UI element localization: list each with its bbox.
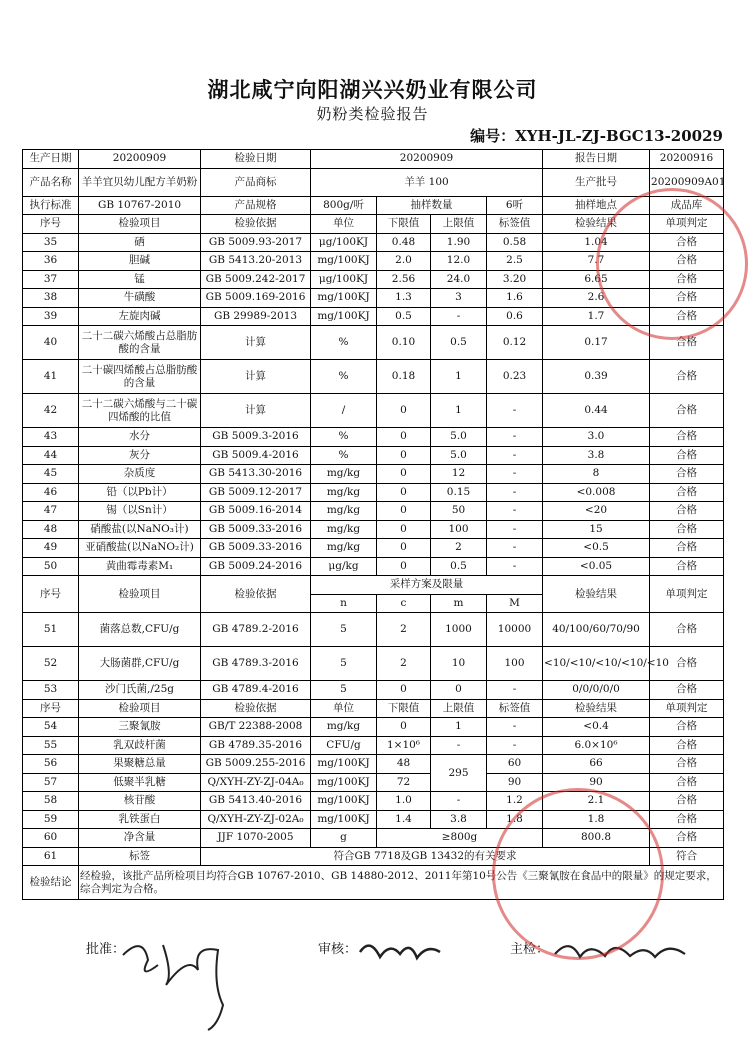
table-cell: <0.5 (543, 539, 650, 558)
table-cell: mg/kg (311, 502, 377, 521)
table-cell: 乳双歧杆菌 (79, 736, 201, 755)
table-cell: 合格 (650, 829, 724, 848)
table-cell: 0 (377, 446, 431, 465)
table-row (23, 446, 724, 465)
table-cell: <0.05 (543, 557, 650, 576)
table-cell: 41 (23, 360, 79, 394)
table-cell: 56 (23, 755, 79, 774)
table-cell: 5 (311, 647, 377, 681)
table-cell: GB 29989-2013 (201, 307, 311, 326)
table-row (23, 539, 724, 558)
table-cell: - (487, 718, 543, 737)
table-cell: 0.18 (377, 360, 431, 394)
table-cell: % (311, 428, 377, 447)
table-cell: 乳铁蛋白 (79, 810, 201, 829)
table-cell: 合格 (650, 394, 724, 428)
table-cell: 2.56 (377, 270, 431, 289)
table-cell: 合格 (650, 773, 724, 792)
table-cell: 牛磺酸 (79, 289, 201, 308)
table-cell: 60 (487, 755, 543, 774)
table-cell: 单项判定 (650, 215, 724, 234)
table-cell: 下限值 (377, 699, 431, 718)
table-cell: 计算 (201, 326, 311, 360)
table-cell: 37 (23, 270, 79, 289)
table-cell: 10 (431, 647, 487, 681)
table-cell: 0.39 (543, 360, 650, 394)
table-cell: 39 (23, 307, 79, 326)
table-row (23, 483, 724, 502)
table-cell: mg/100KJ (311, 755, 377, 774)
table-cell: 合格 (650, 736, 724, 755)
table-cell: GB 5009.169-2016 (201, 289, 311, 308)
table-cell: g (311, 829, 377, 848)
table-cell: 49 (23, 539, 79, 558)
table-cell: 序号 (23, 576, 79, 613)
table-row (23, 681, 724, 700)
table-cell: GB 5009.33-2016 (201, 520, 311, 539)
table-row (23, 428, 724, 447)
table-cell: 胆碱 (79, 252, 201, 271)
table-cell: 40 (23, 326, 79, 360)
table-cell: 二十二碳六烯酸占总脂肪酸的含量 (79, 326, 201, 360)
table-cell: 合格 (650, 446, 724, 465)
table-cell: 合格 (650, 613, 724, 647)
table-cell: μg/kg (311, 557, 377, 576)
table-cell: 合格 (650, 810, 724, 829)
table-cell: 55 (23, 736, 79, 755)
report-number: 编号：XYH-JL-ZJ-BGC13-20029 (470, 127, 723, 145)
table-cell: 12.0 (431, 252, 487, 271)
table-cell: 60 (23, 829, 79, 848)
approve-label: 批准： (86, 942, 126, 957)
table-cell: 0.6 (487, 307, 543, 326)
table-cell: 合格 (650, 681, 724, 700)
table-cell: - (431, 736, 487, 755)
table-cell: GB 5009.33-2016 (201, 539, 311, 558)
info-row-2: 产品名称 羊羊宜贝幼儿配方羊奶粉 产品商标 羊羊 100 生产批号 20200909A01 (23, 168, 724, 196)
table-cell: 48 (377, 755, 431, 774)
table-cell: 3.20 (487, 270, 543, 289)
table-cell: 6.65 (543, 270, 650, 289)
table-cell: 2.5 (487, 252, 543, 271)
table-cell: mg/100KJ (311, 773, 377, 792)
table-cell: 12 (431, 465, 487, 484)
table-cell: 硝酸盐(以NaNO₃计) (79, 520, 201, 539)
table-cell: 0.58 (487, 233, 543, 252)
inspection-seal-stamp (492, 788, 664, 960)
table-cell: GB 4789.3-2016 (201, 647, 311, 681)
table-cell: m (431, 594, 487, 613)
table-row (23, 557, 724, 576)
table-cell: 48 (23, 520, 79, 539)
table-cell: GB 4789.2-2016 (201, 613, 311, 647)
table-cell: GB 4789.35-2016 (201, 736, 311, 755)
table-cell: 2.0 (377, 252, 431, 271)
table-cell: 1.04 (543, 233, 650, 252)
table-cell: 合格 (650, 233, 724, 252)
table-cell: 二十碳四烯酸占总脂肪酸的含量 (79, 360, 201, 394)
table-cell: 100 (487, 647, 543, 681)
table-cell: 低聚半乳糖 (79, 773, 201, 792)
table-cell: 52 (23, 647, 79, 681)
table-cell: 6.0×10⁶ (543, 736, 650, 755)
table-cell: 72 (377, 773, 431, 792)
table-cell: 检验项目 (79, 699, 201, 718)
table-cell: 大肠菌群,CFU/g (79, 647, 201, 681)
table-cell: - (487, 681, 543, 700)
table-cell: 黄曲霉毒素M₁ (79, 557, 201, 576)
table-cell: mg/100KJ (311, 810, 377, 829)
table-cell: GB 5009.12-2017 (201, 483, 311, 502)
table-cell: 2 (431, 539, 487, 558)
table-cell: c (377, 594, 431, 613)
table-row (23, 465, 724, 484)
table-cell: 合格 (650, 270, 724, 289)
table-cell: 0 (377, 394, 431, 428)
table-cell: 24.0 (431, 270, 487, 289)
header-row (23, 576, 724, 595)
table-cell: 检验项目 (79, 215, 201, 234)
table-cell: 合格 (650, 647, 724, 681)
table-cell: mg/100KJ (311, 289, 377, 308)
table-cell: 1 (431, 718, 487, 737)
table-cell: 100 (431, 520, 487, 539)
table-cell: GB/T 22388-2008 (201, 718, 311, 737)
table-cell: mg/100KJ (311, 792, 377, 811)
table-cell: - (487, 465, 543, 484)
table-cell: GB 5413.40-2016 (201, 792, 311, 811)
table-cell: 合格 (650, 557, 724, 576)
table-cell: 果聚糖总量 (79, 755, 201, 774)
table-cell: GB 5009.3-2016 (201, 428, 311, 447)
table-cell: CFU/g (311, 736, 377, 755)
table-cell: 58 (23, 792, 79, 811)
table-cell: 46 (23, 483, 79, 502)
report-subtitle: 奶粉类检验报告 (316, 105, 429, 123)
table-cell: 800.8 (543, 829, 650, 848)
company-seal-stamp (596, 188, 748, 340)
table-cell: 检验结果 (543, 576, 650, 613)
table-cell: GB 5009.93-2017 (201, 233, 311, 252)
table-cell: 51 (23, 613, 79, 647)
table-cell: 10000 (487, 613, 543, 647)
table-cell: μg/100KJ (311, 270, 377, 289)
table-cell: 0 (377, 502, 431, 521)
review-label: 审核： (318, 942, 358, 957)
table-row (23, 326, 724, 360)
table-cell: 2.1 (543, 792, 650, 811)
table-cell: 0.5 (431, 557, 487, 576)
table-cell: GB 4789.4-2016 (201, 681, 311, 700)
table-cell: 1 (431, 394, 487, 428)
table-cell: Q/XYH-ZY-ZJ-02A₀ (201, 810, 311, 829)
table-cell: 符合GB 7718及GB 13432的有关要求 (201, 847, 650, 866)
table-cell: 净含量 (79, 829, 201, 848)
table-cell: mg/kg (311, 718, 377, 737)
table-cell: 水分 (79, 428, 201, 447)
table-cell: mg/kg (311, 520, 377, 539)
table-cell: M (487, 594, 543, 613)
table-cell: 上限值 (431, 699, 487, 718)
table-cell: 合格 (650, 502, 724, 521)
table-cell: 合格 (650, 307, 724, 326)
table-row (23, 755, 724, 774)
table-cell: 合格 (650, 483, 724, 502)
table-cell: 1.8 (487, 810, 543, 829)
table-cell: 7.7 (543, 252, 650, 271)
table-cell: 57 (23, 773, 79, 792)
table-cell: 5 (311, 613, 377, 647)
table-cell: 0 (377, 520, 431, 539)
table-cell: GB 5009.4-2016 (201, 446, 311, 465)
table-cell: 42 (23, 394, 79, 428)
table-cell: 序号 (23, 699, 79, 718)
table-cell: 0.48 (377, 233, 431, 252)
table-cell: 标签 (79, 847, 201, 866)
table-row (23, 647, 724, 681)
table-cell: 合格 (650, 326, 724, 360)
table-cell: 二十二碳六烯酸与二十碳四烯酸的比值 (79, 394, 201, 428)
table-row (23, 360, 724, 394)
table-cell: 0/0/0/0/0 (543, 681, 650, 700)
table-cell: 8 (543, 465, 650, 484)
table-cell: % (311, 360, 377, 394)
table-cell: 1.6 (487, 289, 543, 308)
table-cell: 合格 (650, 428, 724, 447)
table-cell: - (487, 394, 543, 428)
table-cell: n (311, 594, 377, 613)
table-cell: <10/<10/<10/<10/<10 (543, 647, 650, 681)
table-cell: GB 5009.255-2016 (201, 755, 311, 774)
table-cell: <20 (543, 502, 650, 521)
table-cell: 3.8 (543, 446, 650, 465)
table-cell: 45 (23, 465, 79, 484)
table-cell: - (487, 483, 543, 502)
table-cell: mg/kg (311, 483, 377, 502)
table-cell: 合格 (650, 792, 724, 811)
table-cell: 合格 (650, 539, 724, 558)
table-cell: 1.8 (543, 810, 650, 829)
table-cell: 90 (543, 773, 650, 792)
company-name: 湖北咸宁向阳湖兴兴奶业有限公司 (207, 77, 538, 102)
table-cell: 0.5 (377, 307, 431, 326)
table-cell: 3.0 (543, 428, 650, 447)
table-cell: 1.3 (377, 289, 431, 308)
table-cell: 38 (23, 289, 79, 308)
table-cell: 0 (377, 557, 431, 576)
table-cell: 0 (377, 681, 431, 700)
table-cell: 15 (543, 520, 650, 539)
table-cell: % (311, 326, 377, 360)
table-cell: 采样方案及限量 (311, 576, 543, 595)
inspect-label: 主检： (510, 942, 550, 957)
table-cell: - (487, 428, 543, 447)
table-cell: 0.10 (377, 326, 431, 360)
table-cell: 1×10⁶ (377, 736, 431, 755)
table-cell: 合格 (650, 465, 724, 484)
table-cell: - (487, 502, 543, 521)
table-cell: 标签值 (487, 699, 543, 718)
table-row (23, 718, 724, 737)
approve-signature (118, 925, 248, 1035)
table-cell: μg/100KJ (311, 233, 377, 252)
table-cell: 检验依据 (201, 576, 311, 613)
table-cell: 核苷酸 (79, 792, 201, 811)
table-cell: 合格 (650, 360, 724, 394)
table-cell: 44 (23, 446, 79, 465)
table-cell: 1.0 (377, 792, 431, 811)
info-row-1: 生产日期 20200909 检验日期 20200909 报告日期 20200916 (23, 150, 724, 169)
table-cell: 0 (377, 718, 431, 737)
table-cell: 序号 (23, 215, 79, 234)
table-cell: 杂质度 (79, 465, 201, 484)
header-row (23, 699, 724, 718)
table-cell: 36 (23, 252, 79, 271)
table-cell: 单位 (311, 699, 377, 718)
table-cell: 0.17 (543, 326, 650, 360)
table-cell: 54 (23, 718, 79, 737)
table-cell: - (487, 557, 543, 576)
table-cell: 5.0 (431, 428, 487, 447)
table-cell: 0.5 (431, 326, 487, 360)
table-cell: 合格 (650, 755, 724, 774)
table-cell: 43 (23, 428, 79, 447)
table-cell: 三聚氰胺 (79, 718, 201, 737)
table-cell: 左旋肉碱 (79, 307, 201, 326)
table-row (23, 520, 724, 539)
table-cell: 0 (377, 539, 431, 558)
table-cell: 标签值 (487, 215, 543, 234)
table-cell: 检验结果 (543, 215, 650, 234)
table-cell: 沙门氏菌,/25g (79, 681, 201, 700)
table-cell: 1 (431, 360, 487, 394)
table-cell: 合格 (650, 252, 724, 271)
table-cell: GB 5413.30-2016 (201, 465, 311, 484)
table-cell: 1000 (431, 613, 487, 647)
table-cell: mg/kg (311, 465, 377, 484)
review-signature (355, 932, 445, 972)
table-cell: 2 (377, 613, 431, 647)
table-cell: 亚硝酸盐(以NaNO₂计) (79, 539, 201, 558)
table-cell: 符合 (650, 847, 724, 866)
table-cell: - (487, 736, 543, 755)
table-cell: <0.008 (543, 483, 650, 502)
table-cell: mg/100KJ (311, 307, 377, 326)
table-cell: 50 (23, 557, 79, 576)
table-cell: / (311, 394, 377, 428)
table-cell: 硒 (79, 233, 201, 252)
table-cell: 0.44 (543, 394, 650, 428)
table-cell: - (487, 520, 543, 539)
table-cell: - (487, 539, 543, 558)
table-cell: 61 (23, 847, 79, 866)
table-cell: 5 (311, 681, 377, 700)
table-cell: 40/100/60/70/90 (543, 613, 650, 647)
table-cell: GB 5009.16-2014 (201, 502, 311, 521)
table-cell: 铅（以Pb计） (79, 483, 201, 502)
table-cell: 经检验，该批产品所检项目均符合GB 10767-2010、GB 14880-2012、2011年第10号公告《三聚氰胺在食品中的限量》的规定要求，综合判定为合格。 (79, 866, 724, 900)
table-row (23, 613, 724, 647)
table-cell: 0.12 (487, 326, 543, 360)
table-cell: 单位 (311, 215, 377, 234)
table-cell: - (431, 307, 487, 326)
table-cell: 53 (23, 681, 79, 700)
table-cell: 295 (431, 755, 487, 792)
table-cell: 59 (23, 810, 79, 829)
table-cell: 47 (23, 502, 79, 521)
table-cell: 计算 (201, 360, 311, 394)
table-cell: - (487, 446, 543, 465)
table-cell: 0 (377, 428, 431, 447)
table-cell: 计算 (201, 394, 311, 428)
table-cell: mg/100KJ (311, 252, 377, 271)
table-cell: <0.4 (543, 718, 650, 737)
table-cell: GB 5413.20-2013 (201, 252, 311, 271)
table-cell: 2.6 (543, 289, 650, 308)
table-row (23, 502, 724, 521)
table-cell: 0 (431, 681, 487, 700)
table-cell: 合格 (650, 718, 724, 737)
table-row (23, 773, 724, 792)
table-row (23, 736, 724, 755)
table-cell: 5.0 (431, 446, 487, 465)
table-cell: 锡（以Sn计） (79, 502, 201, 521)
table-cell: 3 (431, 289, 487, 308)
table-cell: 检验依据 (201, 215, 311, 234)
table-cell: 上限值 (431, 215, 487, 234)
table-cell: 1.7 (543, 307, 650, 326)
table-cell: 灰分 (79, 446, 201, 465)
table-row (23, 394, 724, 428)
table-cell: 50 (431, 502, 487, 521)
table-cell: GB 5009.24-2016 (201, 557, 311, 576)
table-cell: JJF 1070-2005 (201, 829, 311, 848)
table-cell: 检验依据 (201, 699, 311, 718)
table-cell: 0 (377, 483, 431, 502)
table-cell: 检验结果 (543, 699, 650, 718)
table-cell: 检验项目 (79, 576, 201, 613)
table-cell: 1.2 (487, 792, 543, 811)
table-cell: 2 (377, 647, 431, 681)
table-cell: ≥800g (377, 829, 543, 848)
table-cell: % (311, 446, 377, 465)
table-cell: 检验结论 (23, 866, 79, 900)
table-cell: 锰 (79, 270, 201, 289)
table-cell: GB 5009.242-2017 (201, 270, 311, 289)
table-cell: Q/XYH-ZY-ZJ-04A₀ (201, 773, 311, 792)
table-cell: 35 (23, 233, 79, 252)
table-cell: 菌落总数,CFU/g (79, 613, 201, 647)
table-cell: 1.90 (431, 233, 487, 252)
table-cell: - (431, 792, 487, 811)
table-cell: 0.23 (487, 360, 543, 394)
table-cell: mg/kg (311, 539, 377, 558)
table-cell: 90 (487, 773, 543, 792)
table-cell: 下限值 (377, 215, 431, 234)
table-cell: 3.8 (431, 810, 487, 829)
table-cell: 单项判定 (650, 699, 724, 718)
table-cell: 合格 (650, 520, 724, 539)
table-cell: 66 (543, 755, 650, 774)
table-cell: 0.15 (431, 483, 487, 502)
table-cell: 单项判定 (650, 576, 724, 613)
table-cell: 0 (377, 465, 431, 484)
table-cell: 合格 (650, 289, 724, 308)
table-cell: 1.4 (377, 810, 431, 829)
info-row-3: 执行标准 GB 10767-2010 产品规格 800g/听 抽样数量 6听 抽样地点 成品库 (23, 196, 724, 215)
